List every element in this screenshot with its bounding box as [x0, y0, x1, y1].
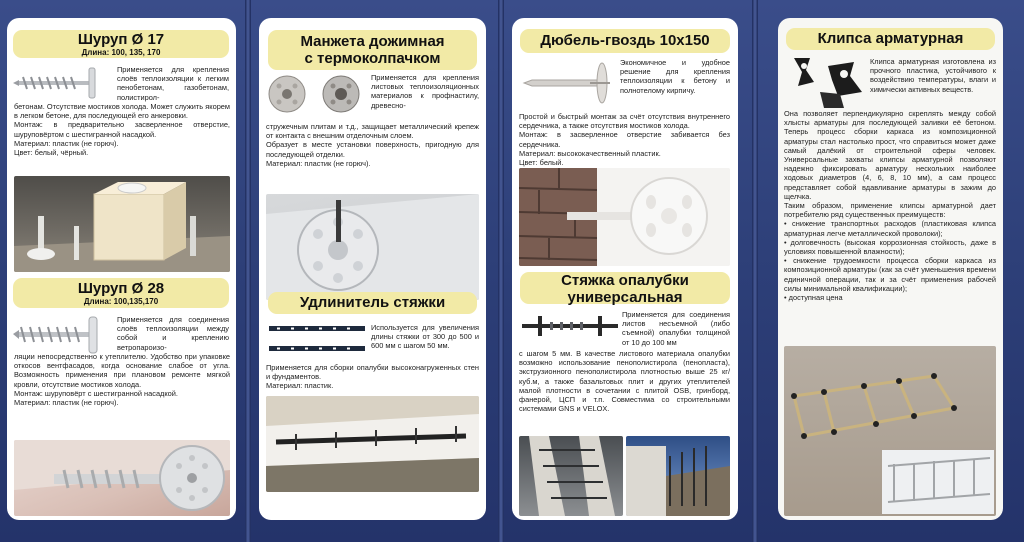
rebar-clip-text-1: Она позволяет перпендикулярно скреплять между собой хлысты арматуры для последующей заливки её бетоном. Теперь процесс сборки каркаса из композиционной арматуры стал настолько прост, что справиться может даже самый далёкий от строительной сферы человек. Универсальные захваты клипсы арматурной позволяют надежно фиксировать арматуру нескольких наиболее ходовых диаметров (4, 6, 8, 10 мм), а сам процесс представляет собой вдавливание арматуры в зажим до щелчка.: [784, 109, 996, 201]
tie-text-1: с шагом 5 мм. В качестве листового материала опалубки возможно использование пенополистирола (пенопласта), экструзионного пенополистирола плотностью выше 25 кг/куб.м, а также базальтовых плит и других утеплителей малой плотности в сочетании с плитой OSB, гринборд, фанерой, ЦСП и т.п. Совместима со строительными системами GNS и VELOX.: [519, 349, 730, 414]
tie-photo-1: [519, 436, 623, 516]
screw-28-text-3: Материал: пластик (не горюч).: [14, 398, 119, 408]
screw-17-photo: [14, 176, 230, 272]
dowel-description: [519, 112, 730, 167]
panel-washer-extender: [259, 18, 486, 520]
rebar-clip-bullet-4: • доступная цена: [784, 293, 843, 303]
dowel-image: [520, 58, 618, 108]
screw-28-description: [14, 352, 230, 407]
washer-text-3: Материал: пластик (не горюч).: [266, 158, 371, 168]
title-screw-17: [13, 30, 229, 58]
washer-text-2: Образует в месте установки поверхность, пригодную для последующей отделки.: [266, 140, 479, 159]
screw-28-title: Шуруп Ø 28: [77, 280, 165, 297]
title-tie: [520, 272, 730, 304]
rebar-clip-title: Клипса арматурная: [817, 30, 964, 47]
tie-title-line-2: универсальная: [567, 289, 683, 306]
screw-28-text-1: ляции непосредственно к утеплителю. Удобство при упаковке откосов вентфасадов, когда основание слабое от угла. Возможность применения при плановом ремонте мягкой кровли, отсутствие мостиков холода.: [14, 352, 230, 389]
screw-28-text-2: Монтаж: шуруповёрт с шестигранной насадкой.: [14, 388, 178, 398]
panel-dowel-tie: [512, 18, 738, 520]
dowel-text-4: Цвет: белый.: [519, 158, 564, 168]
dowel-title: Дюбель-гвоздь 10x150: [540, 32, 710, 49]
rebar-clip-intro: Клипса арматурная изготовлена из прочного пластика, устойчивого к воздействию температуры, влаги и химически активных веществ.: [870, 57, 996, 94]
screw-17-text-4: Цвет: белый, чёрный.: [14, 148, 89, 158]
tie-title-line-1: Стяжка опалубки: [561, 272, 689, 289]
title-extender: [268, 292, 477, 314]
screw-17-title: Шуруп Ø 17: [77, 31, 165, 48]
screw-17-image: [13, 64, 117, 104]
title-dowel: [520, 29, 730, 53]
washer-title-line-2: с термоколпачком: [304, 50, 441, 67]
washer-text-1: стружечным плитам и т.д., защищает металлический крепеж от контакта с внешним отделочным слоем.: [266, 122, 479, 141]
dowel-text-1: Простой и быстрый монтаж за счёт отсутствия внутреннего сердечника, а также отсутствия мостиков холода.: [519, 112, 730, 131]
tie-image: [520, 310, 620, 342]
screw-28-photo: [14, 440, 230, 516]
rebar-clip-description: [784, 109, 996, 302]
screw-17-description: [14, 102, 230, 157]
screw-17-text-2: Монтаж: в предварительно засверленное отверстие, шуруповёртом с шестигранной насадкой.: [14, 120, 230, 139]
extender-text-2: Материал: пластик.: [266, 381, 334, 391]
title-rebar-clip: [786, 28, 995, 50]
rebar-clip-bullet-3: • снижение трудоемкости процесса сборки каркаса из композиционной арматуры (как за счёт уменьшения времени единичной операции, так и за счёт применения рабочей силы минимальной квалификации);: [784, 256, 996, 293]
screw-17-text-1: бетонам. Отсутствие мостиков холода. Может служить якорем в легком бетоне, для последующей его анкеровки.: [14, 102, 230, 121]
extender-photo: [266, 396, 479, 492]
screw-28-image: [13, 314, 119, 356]
rebar-clip-bullet-2: • долговечность (высокая коррозионная стойкость, даже в условиях повышенной влажности);: [784, 237, 996, 257]
washer-photo: [266, 194, 479, 300]
washer-intro: Применяется для крепления листовых теплоизоляционных материалов к профнастилу, древесно-: [371, 73, 479, 110]
dowel-text-3: Материал: высококачественный пластик.: [519, 148, 661, 158]
washer-image: [265, 72, 365, 116]
screw-17-text-3: Материал: пластик (не горюч).: [14, 138, 119, 148]
extender-intro: Используется для увеличения длины стяжки от 300 до 500 и 600 мм с шагом 50 мм.: [371, 323, 479, 351]
title-screw-28: [13, 278, 229, 308]
screw-17-intro: Применяется для крепления слоёв теплоизоляции к легким пенобетонам, газобетонам, полистирол-: [117, 65, 229, 102]
screw-28-intro: Применяется для соединения слоёв теплоизоляции между собой и креплению ветропароизо-: [117, 315, 229, 352]
extender-text-1: Применяется для сборки опалубки высоконагруженных стен и фундаментов.: [266, 363, 479, 382]
tie-photo-2: [626, 436, 730, 516]
rebar-clip-text-2: Таким образом, применение клипсы арматурной дает потребителю ряд существенных преимуществ:: [784, 201, 996, 220]
rebar-frame-photo: [784, 346, 996, 516]
fold-line-2: [498, 0, 504, 542]
title-washer: [268, 30, 477, 70]
tie-intro: Применяется для соединения листов несъемной (либо съемной) опалубки толщиной от 10 до 100 мм: [622, 310, 730, 347]
washer-title-line-1: Манжета дожимная: [300, 33, 445, 50]
panel-rebar-clip: [778, 18, 1003, 520]
screw-28-length: Длина: 100,135,170: [83, 297, 159, 306]
extender-image: [267, 322, 367, 356]
dowel-photo: [519, 168, 730, 266]
panel-screw-17-28: [7, 18, 236, 520]
fold-line-1: [245, 0, 251, 542]
tie-description: [519, 349, 730, 413]
rebar-clip-image: [784, 52, 868, 112]
washer-description: [266, 122, 479, 168]
rebar-clip-bullet-1: • снижение транспортных расходов (пластиковая клипса арматурная легче металлической проволоки);: [784, 219, 996, 238]
extender-description: [266, 363, 479, 391]
screw-17-length: Длина: 100, 135, 170: [81, 48, 161, 57]
dowel-text-2: Монтаж: в засверленное отверстие забивается без сердечника.: [519, 130, 730, 149]
extender-title: Удлинитель стяжки: [299, 294, 446, 311]
fold-line-3: [752, 0, 758, 542]
dowel-intro: Экономичное и удобное решение для крепления теплоизоляции к бетону и полнотелому кирпичу.: [620, 58, 730, 95]
